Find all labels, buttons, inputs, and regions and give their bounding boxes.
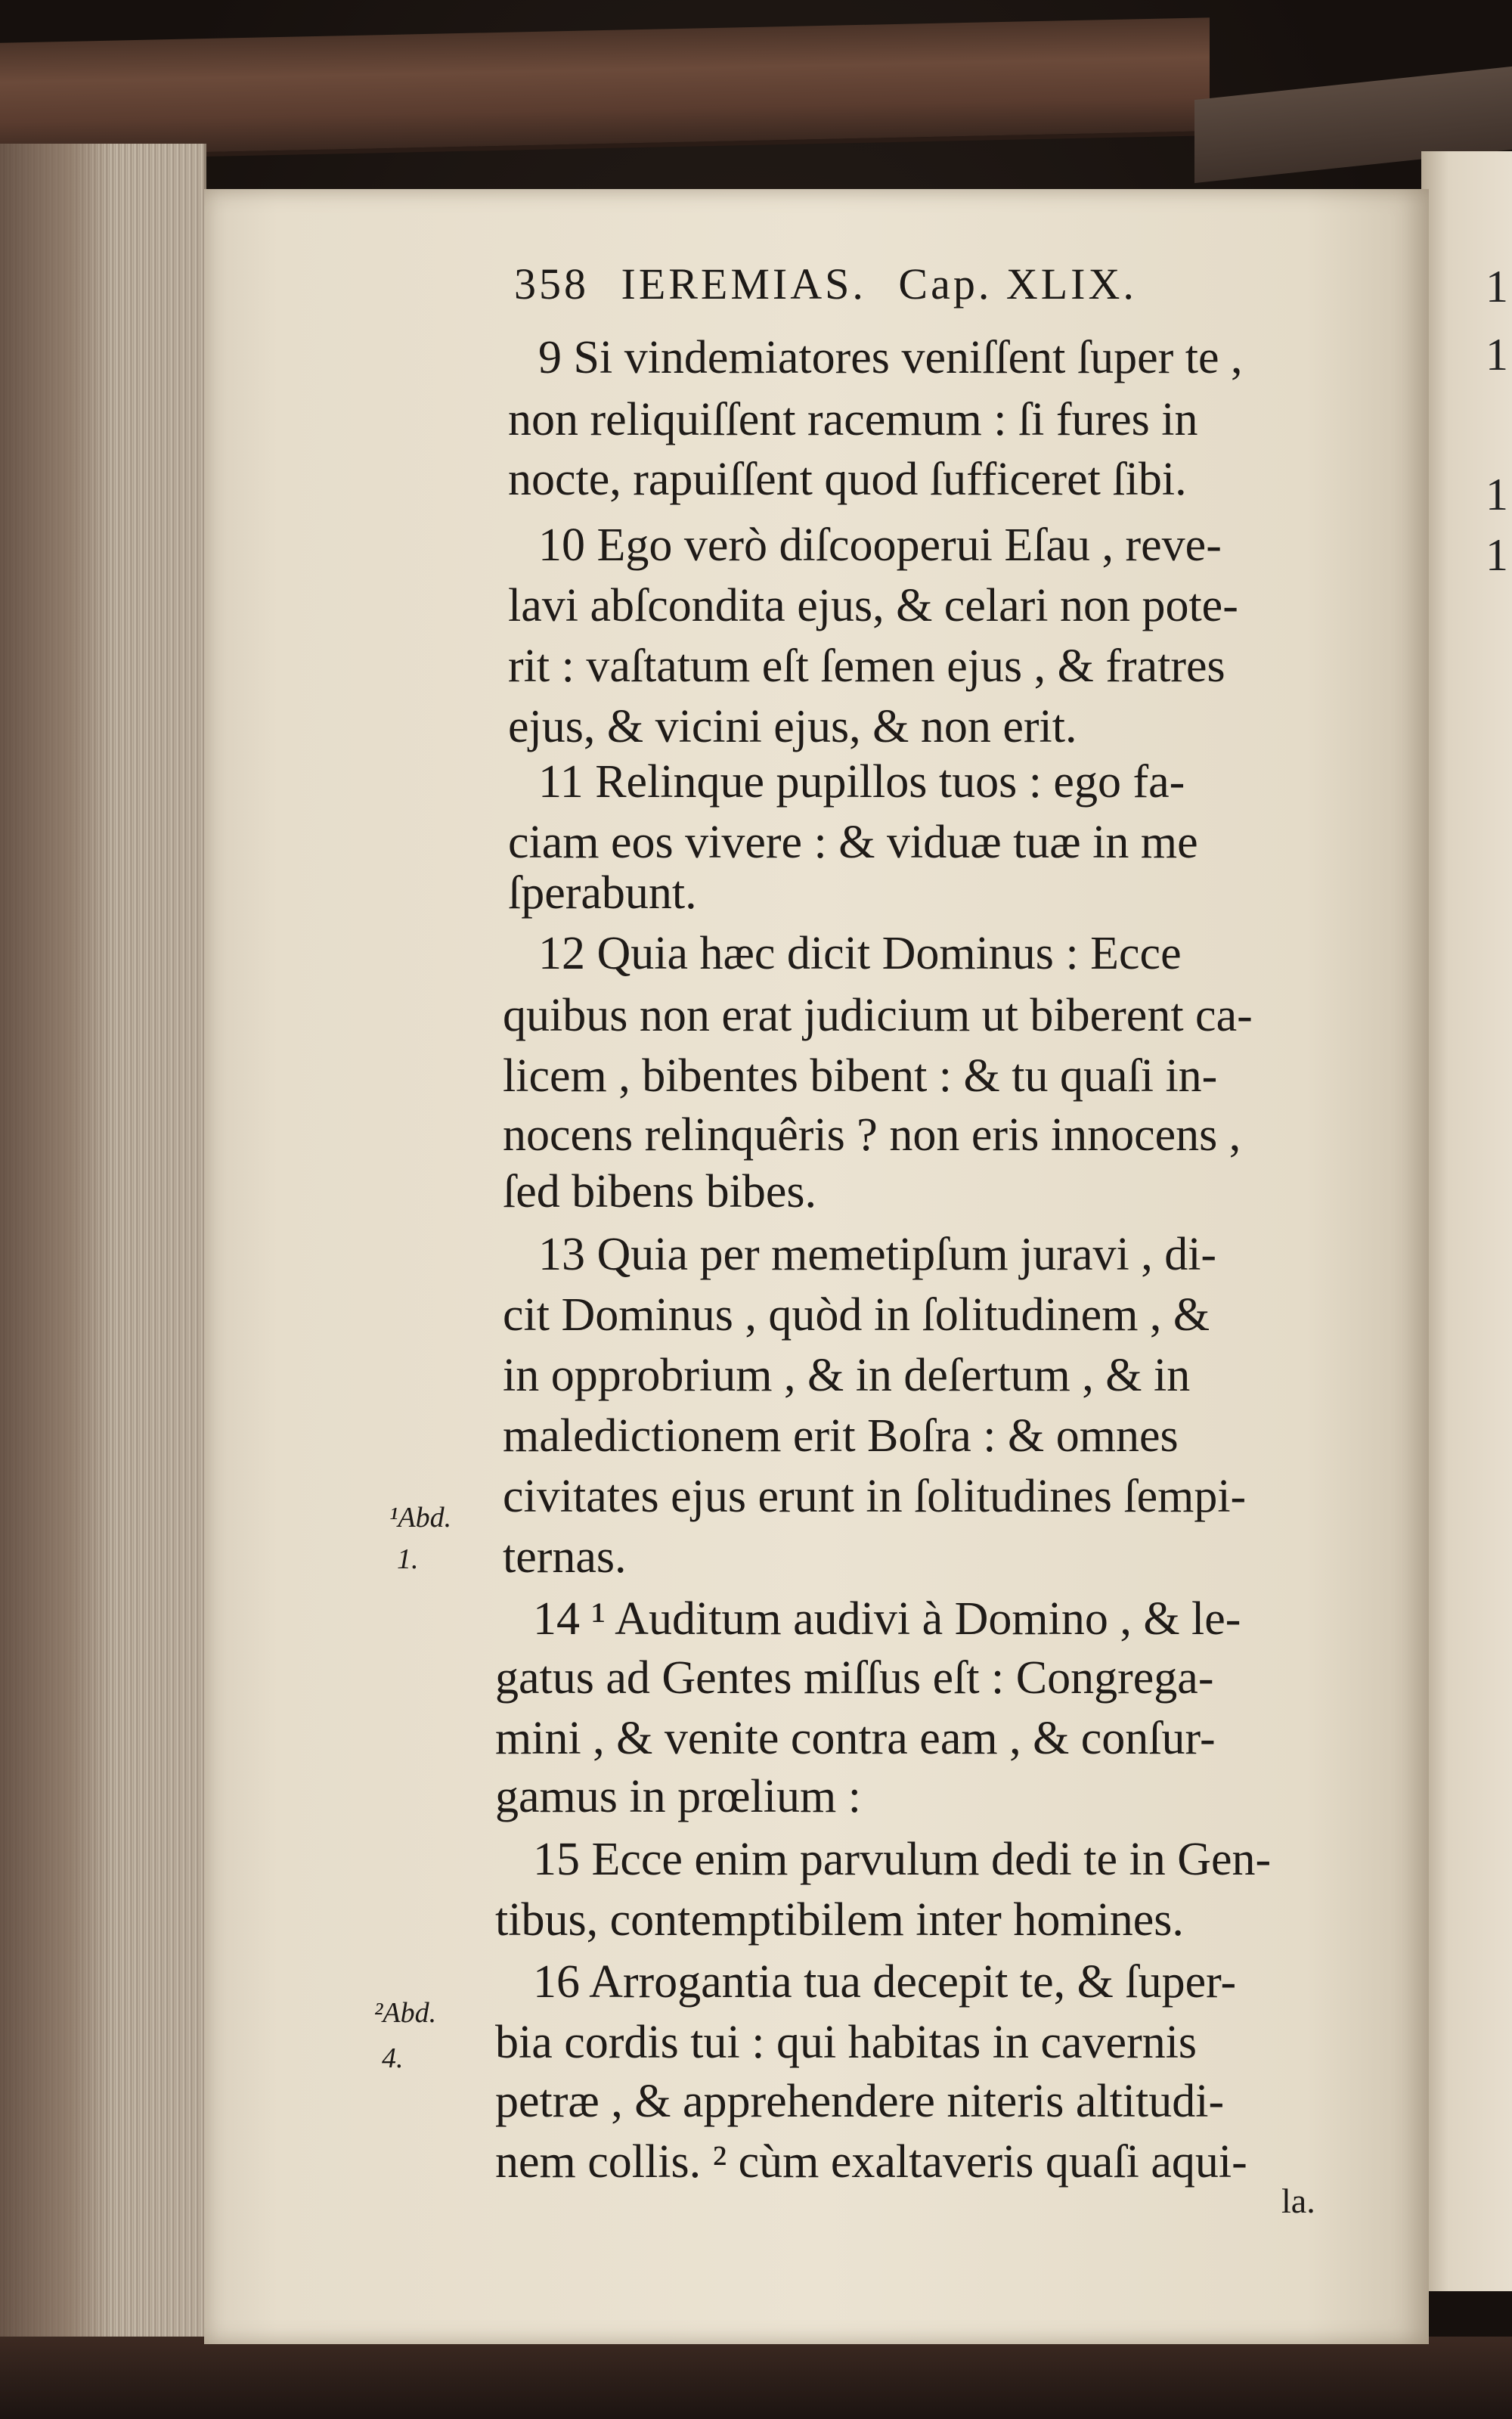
text-line: licem , bibentes bibent : & tu quaſi in- [503, 1050, 1218, 1102]
text-line: bia cordis tui : qui habitas in cavernis [495, 2017, 1198, 2068]
margin-note: ¹Abd. [389, 1502, 452, 1534]
margin-note: 1. [397, 1543, 419, 1575]
text-line: civitates ejus erunt in ſolitudines ſempi- [503, 1471, 1247, 1522]
text-line: mini , & venite contra eam , & conſur- [495, 1713, 1216, 1764]
text-line: gatus ad Gentes miſſus eſt : Congrega- [495, 1652, 1214, 1704]
text-line: quibus non erat judicium ut biberent ca- [503, 990, 1253, 1041]
text-line: 15 Ecce enim parvulum dedi te in Gen- [533, 1834, 1272, 1885]
text-line: non reliquiſſent racemum : ſi fures in [508, 394, 1198, 445]
text-line: nocte, rapuiſſent quod ſufficeret ſibi. [508, 454, 1187, 505]
facing-page-glyph: 1 [1486, 470, 1508, 519]
book-title: IEREMIAS. [621, 259, 866, 309]
facing-page [1421, 151, 1512, 2291]
text-line: 11 Relinque pupillos tuos : ego fa- [538, 756, 1185, 808]
page-number: 358 [514, 259, 589, 309]
facing-page-glyph: 1 [1486, 330, 1508, 380]
chapter-title: Cap. XLIX. [898, 259, 1137, 309]
text-line: gamus in prœlium : [495, 1771, 861, 1822]
text-line: 12 Quia hæc dicit Dominus : Ecce [538, 928, 1182, 979]
running-header [514, 259, 1331, 309]
text-line: in opprobrium , & in deſertum , & in [503, 1350, 1191, 1401]
text-line: ejus, & vicini ejus, & non erit. [508, 701, 1077, 752]
facing-page-glyph: 1 [1486, 262, 1508, 312]
text-line: ſperabunt. [508, 867, 697, 919]
text-line: ternas. [503, 1531, 627, 1583]
text-line: 16 Arrogantia tua decepit te, & ſuper- [533, 1956, 1237, 2008]
text-line: 10 Ego verò diſcooperui Eſau , reve- [538, 519, 1222, 571]
text-line: petræ , & apprehendere niteris altitudi- [495, 2076, 1225, 2127]
text-line: tibus, contemptibilem inter homines. [495, 1894, 1184, 1946]
text-line: rit : vaſtatum eſt ſemen ejus , & fratres [508, 640, 1225, 692]
text-line: la. [1281, 2182, 1315, 2220]
text-line: nem collis. ² cùm exaltaveris quaſi aqui- [495, 2136, 1247, 2188]
text-line: maledictionem erit Boſra : & omnes [503, 1410, 1179, 1462]
page-edges-shadow [0, 144, 113, 2337]
margin-note: ²Abd. [374, 1997, 437, 2029]
text-line: 14 ¹ Auditum audivi à Domino , & le- [533, 1593, 1241, 1645]
text-line: lavi abſcondita ejus, & celari non pote- [508, 580, 1238, 631]
text-line: ſed bibens bibes. [503, 1166, 816, 1217]
text-line: ciam eos vivere : & viduæ tuæ in me [508, 817, 1198, 868]
text-line: cit Dominus , quòd in ſolitudinem , & [503, 1289, 1210, 1341]
facing-page-glyph: 1 [1486, 530, 1508, 580]
book-cover-bottom [0, 2337, 1512, 2419]
text-line: 13 Quia per memetipſum juravi , di- [538, 1229, 1217, 1280]
text-line: nocens relinquêris ? non eris innocens , [503, 1109, 1241, 1161]
text-line: 9 Si vindemiatores veniſſent ſuper te , [538, 332, 1243, 383]
margin-note: 4. [382, 2042, 404, 2074]
